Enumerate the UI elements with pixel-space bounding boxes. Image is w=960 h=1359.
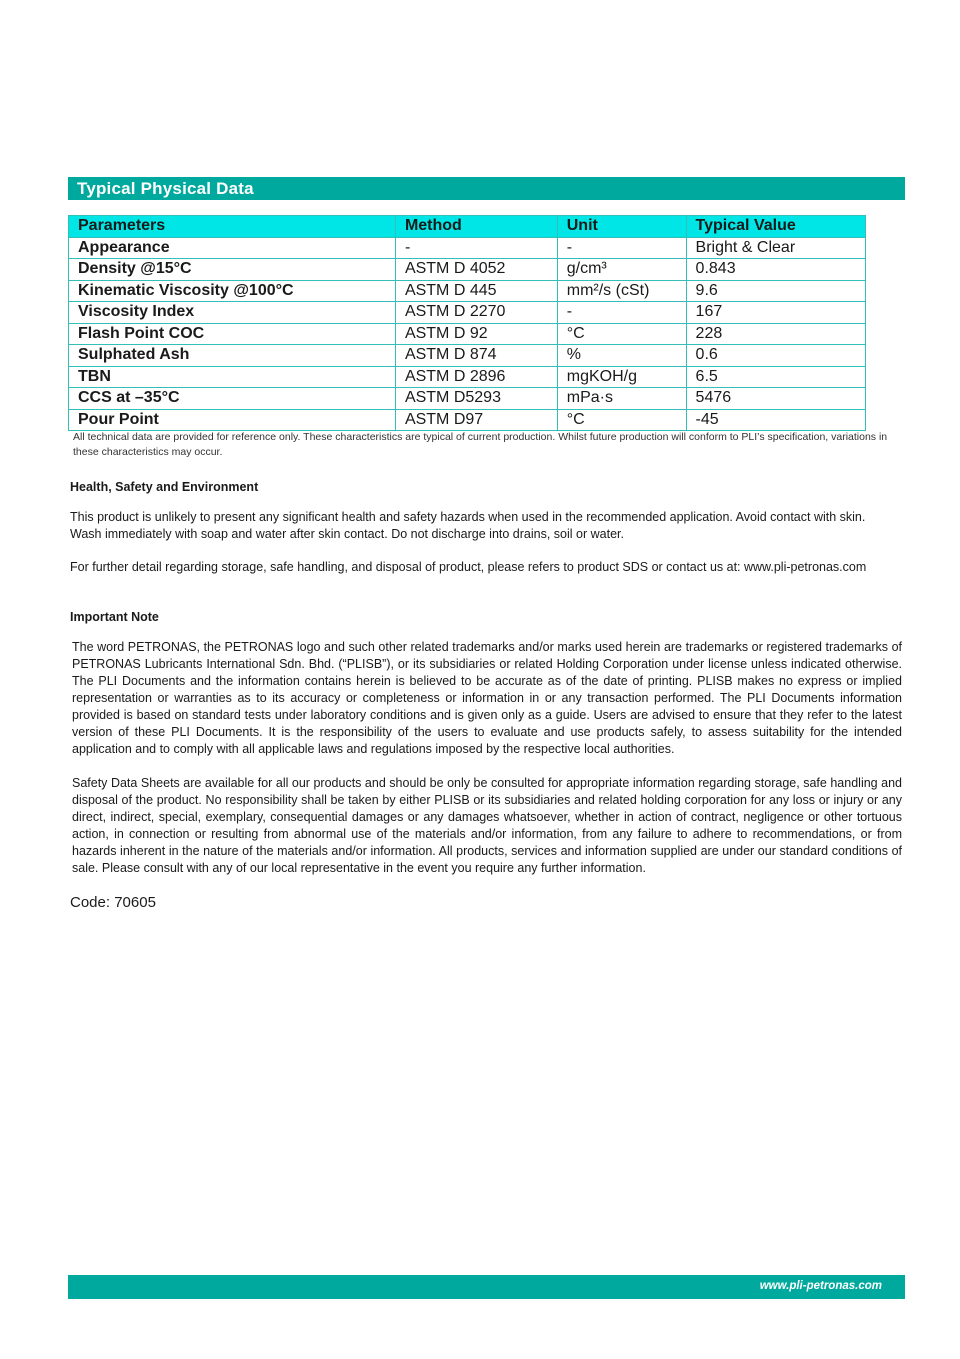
footer-bar bbox=[68, 1275, 905, 1299]
table-row bbox=[69, 237, 866, 259]
unit-cell: % bbox=[557, 345, 686, 367]
table-row bbox=[69, 323, 866, 345]
parameter-cell: CCS at –35°C bbox=[69, 388, 396, 410]
value-cell: 0.6 bbox=[686, 345, 865, 367]
unit-cell: - bbox=[557, 237, 686, 259]
method-cell: ASTM D 92 bbox=[395, 323, 557, 345]
hse-heading: Health, Safety and Environment bbox=[70, 480, 259, 494]
hse-paragraph-2: For further detail regarding storage, safe handling, and disposal of product, please refers to product SDS or contact us at: www.pli-petronas.com bbox=[70, 560, 867, 574]
parameter-cell: TBN bbox=[69, 366, 396, 388]
product-code: Code: 70605 bbox=[70, 894, 156, 911]
value-cell: 5476 bbox=[686, 388, 865, 410]
important-note-paragraph-2: Safety Data Sheets are available for all our products and should be only be consulted for appropriate information regarding storage, safe handling and disposal of the product. No responsibility shall be taken by either PLISB or its subsidiaries and related holding corporation for any loss or injury or any direct, indirect, special, exemplary, consequential damages or any damages whatsoever, whether in action of contract, negligence or other tortuous action, in connection or resulting from abnormal use of the materials and/or information, from any failure to adhere to recommendations, or from hazards inherent in the nature of the materials and/or information. All products, services and information supplied are under our standard conditions of sale. Please consult with any of our local representative in the event you require any further information. bbox=[72, 776, 902, 875]
method-cell: ASTM D 2270 bbox=[395, 302, 557, 324]
important-note-heading: Important Note bbox=[70, 610, 159, 624]
value-cell: 0.843 bbox=[686, 259, 865, 281]
column-header-method: Method bbox=[395, 216, 557, 238]
unit-cell: °C bbox=[557, 323, 686, 345]
value-cell: -45 bbox=[686, 409, 865, 431]
value-cell: Bright & Clear bbox=[686, 237, 865, 259]
unit-cell: - bbox=[557, 302, 686, 324]
unit-cell: mm²/s (cSt) bbox=[557, 280, 686, 302]
column-header-typical-value: Typical Value bbox=[686, 216, 865, 238]
parameter-cell: Sulphated Ash bbox=[69, 345, 396, 367]
table-row bbox=[69, 409, 866, 431]
method-cell: ASTM D 2896 bbox=[395, 366, 557, 388]
method-cell: - bbox=[395, 237, 557, 259]
table-row bbox=[69, 388, 866, 410]
unit-cell: g/cm³ bbox=[557, 259, 686, 281]
parameter-cell: Kinematic Viscosity @100°C bbox=[69, 280, 396, 302]
physical-data-table bbox=[68, 215, 866, 431]
table-header-row bbox=[69, 216, 866, 238]
table-row bbox=[69, 302, 866, 324]
table-row bbox=[69, 280, 866, 302]
parameter-cell: Viscosity Index bbox=[69, 302, 396, 324]
method-cell: ASTM D 445 bbox=[395, 280, 557, 302]
unit-cell: mPa·s bbox=[557, 388, 686, 410]
method-cell: ASTM D 874 bbox=[395, 345, 557, 367]
parameter-cell: Density @15°C bbox=[69, 259, 396, 281]
method-cell: ASTM D5293 bbox=[395, 388, 557, 410]
footer-url: www.pli-petronas.com bbox=[759, 1280, 882, 1292]
method-cell: ASTM D97 bbox=[395, 409, 557, 431]
value-cell: 6.5 bbox=[686, 366, 865, 388]
hse-paragraph-1: This product is unlikely to present any significant health and safety hazards when used in the recommended application. Avoid contact with skin. Wash immediately with soap and water after skin contact. Do not discharge into drains, soil or water. bbox=[70, 510, 866, 541]
important-note-paragraph-1: The word PETRONAS, the PETRONAS logo and such other related trademarks and/or marks used herein are trademarks or registered trademarks of PETRONAS Lubricants International Sdn. Bhd. (“PLISB”), or its subsidiaries or related Holding Corporation under license unless indicated otherwise. The PLI Documents and the information contains herein is believed to be accurate as of the date of printing. PLISB makes no express or implied representation or warranties as to its accuracy or completeness or information in or any transaction performed. The PLI Documents information provided is based on standard tests under laboratory conditions and is given only as a guide. Users are advised to ensure that they refer to the latest version of these PLI Documents. It is the responsibility of the users to evaluate and use products safely, to assess suitability for the intended application and to comply with all applicable laws and regulations imposed by the respective local authorities. bbox=[72, 640, 902, 756]
value-cell: 9.6 bbox=[686, 280, 865, 302]
parameter-cell: Flash Point COC bbox=[69, 323, 396, 345]
value-cell: 228 bbox=[686, 323, 865, 345]
column-header-unit: Unit bbox=[557, 216, 686, 238]
parameter-cell: Appearance bbox=[69, 237, 396, 259]
unit-cell: mgKOH/g bbox=[557, 366, 686, 388]
table-disclaimer: All technical data are provided for reference only. These characteristics are typical of current production. Whilst future production will conform to PLI’s specification, variations in these characteristics may occur. bbox=[73, 431, 888, 458]
method-cell: ASTM D 4052 bbox=[395, 259, 557, 281]
section-title: Typical Physical Data bbox=[77, 179, 254, 198]
table-row bbox=[69, 366, 866, 388]
unit-cell: °C bbox=[557, 409, 686, 431]
column-header-parameters: Parameters bbox=[69, 216, 396, 238]
parameter-cell: Pour Point bbox=[69, 409, 396, 431]
table-row bbox=[69, 259, 866, 281]
section-header-bar bbox=[68, 177, 905, 200]
table-row bbox=[69, 345, 866, 367]
value-cell: 167 bbox=[686, 302, 865, 324]
